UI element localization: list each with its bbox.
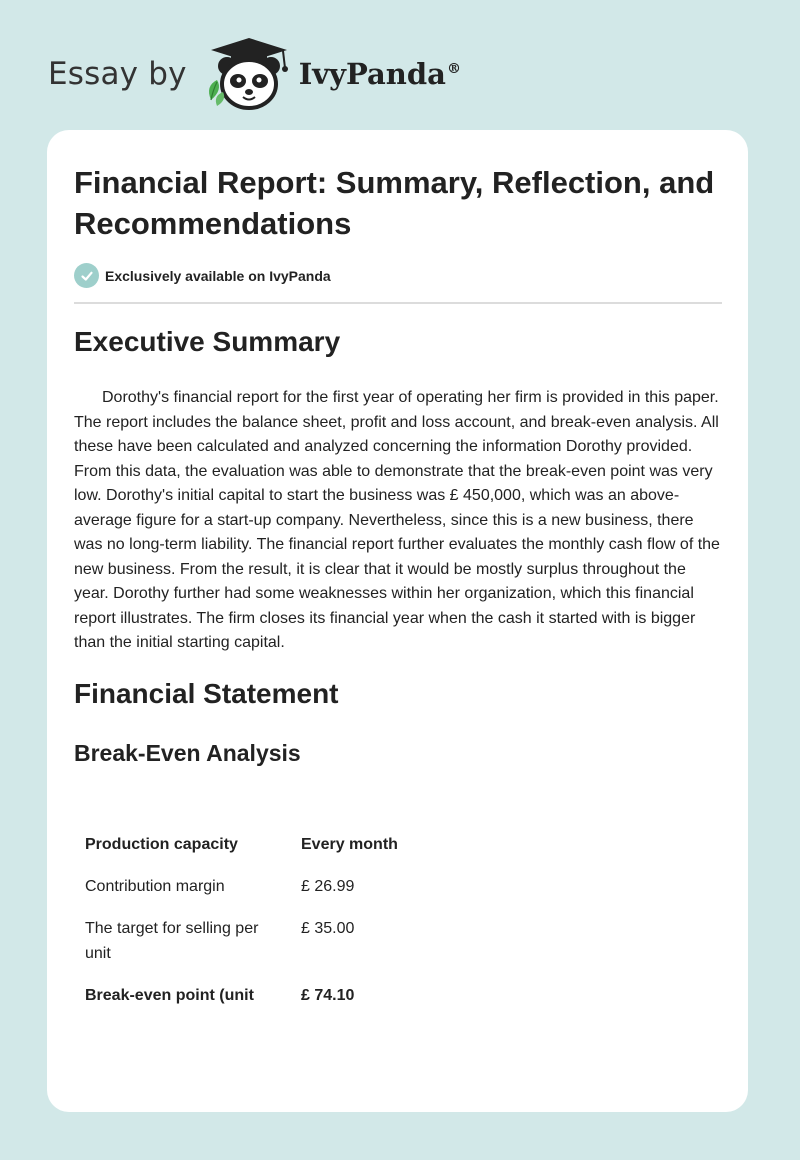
essay-by-label: Essay by <box>48 56 187 92</box>
table-cell-label: Break-even point (unit <box>85 987 254 1004</box>
table-cell-value: £ 74.10 <box>301 987 355 1004</box>
table-cell-label: Contribution margin <box>85 878 225 895</box>
table-row <box>74 865 462 907</box>
badge-label: Exclusively available on IvyPanda <box>105 267 331 284</box>
table-cell-value: £ 35.00 <box>301 920 355 937</box>
subheading-break-even-analysis: Break-Even Analysis <box>74 740 301 766</box>
page-title: Financial Report: Summary, Reflection, and Recommendations <box>74 165 715 241</box>
article-card <box>47 130 748 1112</box>
section-heading-executive-summary: Executive Summary <box>74 326 341 357</box>
site-header <box>48 34 461 114</box>
divider <box>74 302 722 304</box>
table-row <box>74 974 462 1016</box>
table-cell-label: Production capacity <box>85 836 238 853</box>
section-heading-financial-statement: Financial Statement <box>74 678 339 709</box>
brand-name[interactable]: IvyPanda® <box>298 57 461 91</box>
break-even-table <box>74 823 462 1016</box>
table-cell-label: The target for selling per unit <box>85 920 259 962</box>
table-row <box>74 823 462 865</box>
executive-summary-paragraph: Dorothy's financial report for the first year of operating her firm is provided in this paper. The report includes the balance sheet, profit and loss account, and break-even analysis. All these have been calculated and analyzed concerning the information Dorothy provided. From this data, the evaluation was able to demonstrate that the break-even point was very low. Dorothy's initial capital to start the business was £ 450,000, which was an above-average figure for a start-up company. Nevertheless, since this is a new business, there was no long-term liability. The financial report further evaluates the monthly cash flow of the new business. From the result, it is clear that it would be mostly surplus throughout the year. Dorothy further had some weaknesses within her organization, which this financial report illustrates. The firm closes its financial year when the cash it started with is bigger than the initial starting capital. <box>74 389 720 651</box>
table-cell-value: £ 26.99 <box>301 878 355 895</box>
table-cell-value: Every month <box>301 836 398 853</box>
registered-mark: ® <box>446 61 461 78</box>
check-circle-icon <box>74 263 99 288</box>
exclusive-badge <box>74 263 331 288</box>
table-row <box>74 907 462 974</box>
panda-logo-icon[interactable] <box>203 34 295 114</box>
